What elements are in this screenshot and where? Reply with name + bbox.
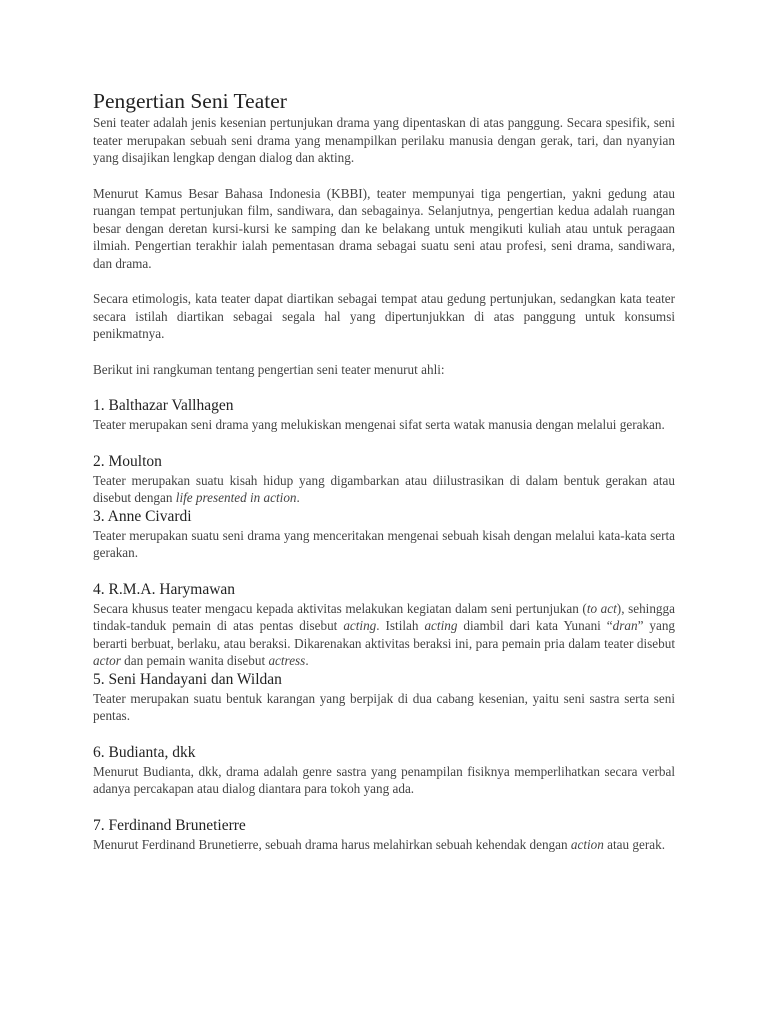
- document-page: [93, 88, 675, 853]
- etimologi-paragraph: Secara etimologis, kata teater dapat diartikan sebagai tempat atau gedung pertunjukan, sedangkan kata teater secara istilah diartikan sebagai segala hal yang dipertunjukkan di atas panggung untuk konsumsi penikmatnya.: [93, 291, 675, 341]
- spacer: [93, 725, 675, 743]
- expert-text-1: Teater merupakan seni drama yang melukiskan mengenai sifat serta watak manusia dengan melalui gerakan.: [93, 417, 665, 432]
- page-title: Pengertian Seni Teater: [93, 89, 287, 113]
- expert-heading-7: 7. Ferdinand Brunetierre: [93, 816, 246, 834]
- expert-text-2: Teater merupakan suatu kisah hidup yang digambarkan atau diilustrasikan di dalam bentuk gerakan atau disebut dengan life presented in action.: [93, 472, 675, 505]
- summary-intro: Berikut ini rangkuman tentang pengertian seni teater menurut ahli:: [93, 361, 445, 377]
- expert-heading-6: 6. Budianta, dkk: [93, 743, 196, 761]
- spacer: [93, 167, 675, 185]
- kbbi-paragraph: Menurut Kamus Besar Bahasa Indonesia (KBBI), teater mempunyai tiga pengertian, yakni gedung atau ruangan tempat pertunjukan film, sandiwara, dan sebagainya. Selanjutnya, pengertian kedua adalah ruangan besar dengan deretan kursi-kursi ke samping dan ke belakang untuk mengikuti kuliah atau untuk peragaan ilmiah. Pengertian terakhir ialah pementasan drama sebagai suatu seni atau profesi, seni drama, sandiwara, dan drama.: [93, 185, 675, 271]
- expert-text-3: Teater merupakan suatu seni drama yang menceritakan mengenai sebuah kisah dengan melalui kata-kata serta gerakan.: [93, 527, 675, 560]
- spacer: [93, 562, 675, 580]
- expert-heading-5: 5. Seni Handayani dan Wildan: [93, 670, 282, 688]
- expert-heading-3: 3. Anne Civardi: [93, 507, 192, 525]
- expert-heading-4: 4. R.M.A. Harymawan: [93, 580, 236, 598]
- spacer: [93, 798, 675, 816]
- spacer: [93, 434, 675, 452]
- expert-heading-1: 1. Balthazar Vallhagen: [93, 397, 234, 414]
- expert-text-7: Menurut Ferdinand Brunetierre, sebuah drama harus melahirkan sebuah kehendak dengan action atau gerak.: [93, 836, 665, 852]
- expert-text-4: Secara khusus teater mengacu kepada aktivitas melakukan kegiatan dalam seni pertunjukan (to act), sehingga tindak-tanduk pemain di atas pentas disebut acting. Istilah acting diambil dari kata Yunani “dran” yang berarti berbuat, berlaku, atau beraksi. Dikarenakan aktivitas beraksi ini, para pemain pria dalam teater disebut actor dan pemain wanita disebut actress.: [93, 600, 676, 668]
- spacer: [93, 272, 675, 290]
- expert-text-5: Teater merupakan suatu bentuk karangan yang berpijak di dua cabang kesenian, yaitu seni sastra serta seni pentas.: [93, 690, 675, 723]
- spacer: [93, 343, 675, 361]
- expert-heading-2: 2. Moulton: [93, 452, 162, 470]
- intro-paragraph: Seni teater adalah jenis kesenian pertunjukan drama yang dipentaskan di atas panggung. Secara spesifik, seni teater merupakan sebuah seni drama yang menampilkan perilaku manusia dengan gerak, tari, dan nyanyian yang disajikan lengkap dengan dialog dan akting.: [93, 115, 675, 165]
- spacer: [93, 378, 675, 396]
- expert-text-6: Menurut Budianta, dkk, drama adalah genre sastra yang penampilan fisiknya memperlihatkan secara verbal adanya percakapan atau dialog diantara para tokoh yang ada.: [93, 763, 675, 796]
